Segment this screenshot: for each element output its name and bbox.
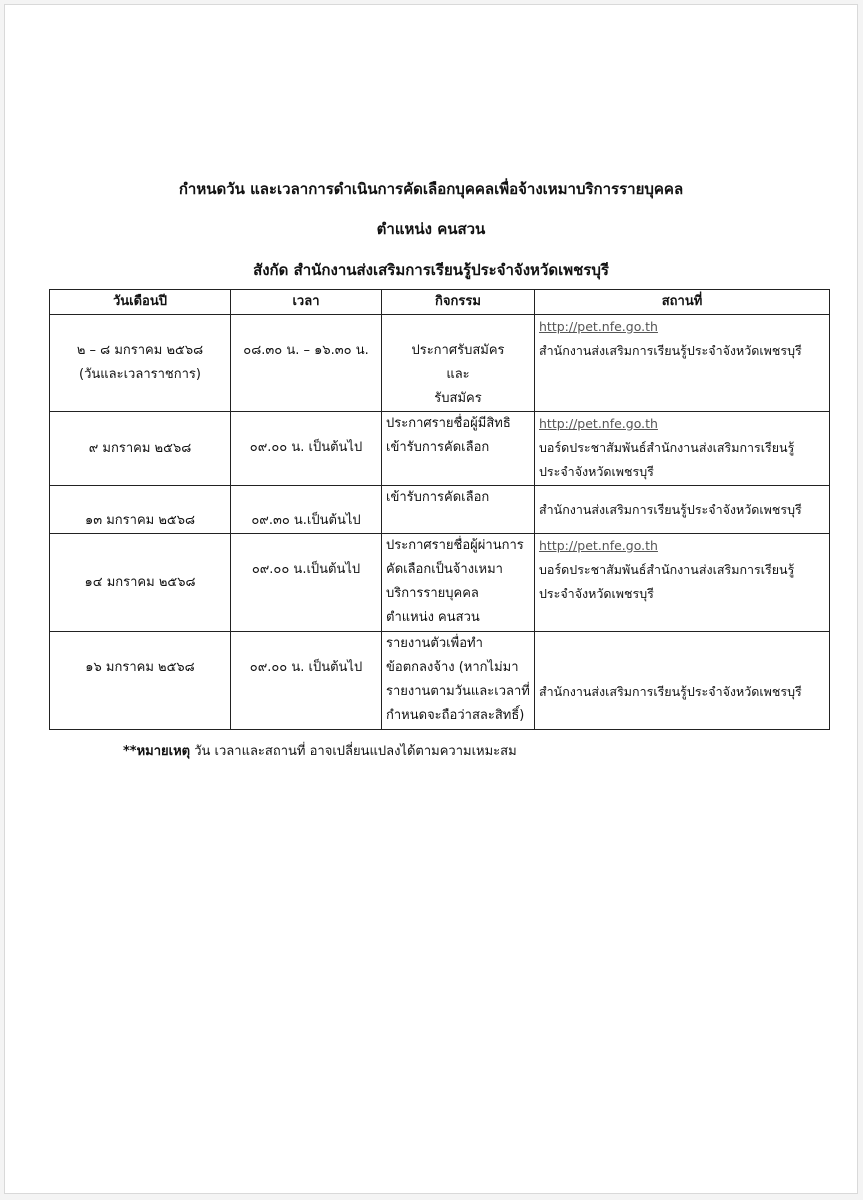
- activity-line: รับสมัคร: [434, 391, 482, 406]
- time-text: ๐๙.๓๐ น.เป็นต้นไป: [251, 513, 361, 528]
- activity-line: กำหนดจะถือว่าสละสิทธิ์): [386, 708, 525, 723]
- date-note: (วันและเวลาราชการ): [79, 367, 201, 382]
- time-text: ๐๘.๓๐ น. – ๑๖.๓๐ น.: [243, 343, 369, 358]
- activity-line: คัดเลือกเป็นจ้างเหมา: [386, 562, 503, 577]
- activity-line: ข้อตกลงจ้าง (หากไม่มา: [386, 660, 519, 675]
- date-cell: [50, 486, 231, 534]
- activity-cell: [382, 315, 535, 412]
- time-cell: [231, 315, 382, 412]
- place-line: สำนักงานส่งเสริมการเรียนรู้ประจำจังหวัดเพชรบุรี: [539, 502, 802, 517]
- time-cell: [231, 632, 382, 730]
- place-cell: [535, 534, 830, 632]
- affiliation-title: สังกัด สำนักงานส่งเสริมการเรียนรู้ประจำจังหวัดเพชรบุรี: [253, 261, 609, 279]
- time-cell: [231, 412, 382, 486]
- place-cell: [535, 412, 830, 486]
- activity-line: เข้ารับการคัดเลือก: [386, 490, 490, 505]
- table-header-row: [50, 290, 830, 315]
- footnote-label: **หมายเหตุ: [123, 744, 191, 759]
- header-time: เวลา: [231, 290, 382, 315]
- place-line: ประจำจังหวัดเพชรบุรี: [539, 464, 654, 479]
- place-line: ประจำจังหวัดเพชรบุรี: [539, 586, 654, 601]
- header-activity: กิจกรรม: [382, 290, 535, 315]
- date-text: ๑๖ มกราคม ๒๕๖๘: [85, 660, 195, 675]
- activity-line: และ: [446, 367, 470, 382]
- time-text: ๐๙.๐๐ น.เป็นต้นไป: [251, 562, 361, 577]
- document-title: กำหนดวัน และเวลาการดำเนินการคัดเลือกบุคคลเพื่อจ้างเหมาบริการรายบุคคล: [178, 180, 684, 198]
- position-title: ตำแหน่ง คนสวน: [376, 220, 486, 238]
- activity-line: ตำแหน่ง คนสวน: [386, 610, 480, 625]
- activity-cell: [382, 632, 535, 730]
- activity-cell: [382, 486, 535, 534]
- date-cell: [50, 315, 231, 412]
- activity-line: ประกาศรายชื่อผู้ผ่านการ: [386, 538, 524, 553]
- date-text: ๙ มกราคม ๒๕๖๘: [88, 440, 192, 456]
- place-line: สำนักงานส่งเสริมการเรียนรู้ประจำจังหวัดเพชรบุรี: [539, 343, 802, 358]
- document-page: [4, 4, 858, 1194]
- header-place: สถานที่: [535, 290, 830, 315]
- activity-line: ประกาศรับสมัคร: [411, 343, 505, 358]
- place-cell: [535, 315, 830, 412]
- place-cell: [535, 486, 830, 534]
- website-link[interactable]: http://pet.nfe.go.th: [539, 538, 658, 553]
- activity-line: รายงานตัวเพื่อทำ: [386, 636, 483, 651]
- footnote-text: วัน เวลาและสถานที่ อาจเปลี่ยนแปลงได้ตามความเหมะสม: [190, 744, 517, 759]
- date-cell: [50, 632, 231, 730]
- activity-cell: [382, 412, 535, 486]
- place-line: บอร์ดประชาสัมพันธ์สำนักงานส่งเสริมการเรียนรู้: [539, 440, 795, 455]
- place-cell: [535, 632, 830, 730]
- footnote: [123, 740, 517, 761]
- activity-line: ประกาศรายชื่อผู้มีสิทธิ: [386, 416, 511, 431]
- table-row: [50, 486, 830, 534]
- place-line: สำนักงานส่งเสริมการเรียนรู้ประจำจังหวัดเพชรบุรี: [539, 684, 802, 699]
- table-row: [50, 315, 830, 412]
- date-text: ๒ – ๘ มกราคม ๒๕๖๘: [76, 343, 204, 358]
- time-cell: [231, 486, 382, 534]
- website-link[interactable]: http://pet.nfe.go.th: [539, 319, 658, 334]
- activity-line: บริการรายบุคคล: [386, 586, 479, 601]
- activity-cell: [382, 534, 535, 632]
- schedule-table: [49, 289, 830, 730]
- time-cell: [231, 534, 382, 632]
- header-date: วันเดือนปี: [50, 290, 231, 315]
- place-line: บอร์ดประชาสัมพันธ์สำนักงานส่งเสริมการเรียนรู้: [539, 562, 795, 577]
- time-text: ๐๙.๐๐ น. เป็นต้นไป: [249, 440, 363, 455]
- website-link[interactable]: http://pet.nfe.go.th: [539, 416, 658, 431]
- table-row: [50, 412, 830, 486]
- activity-line: รายงานตามวันและเวลาที่: [386, 684, 530, 699]
- date-text: ๑๔ มกราคม ๒๕๖๘: [84, 574, 196, 590]
- date-text: ๑๓ มกราคม ๒๕๖๘: [84, 513, 196, 528]
- time-text: ๐๙.๐๐ น. เป็นต้นไป: [249, 660, 363, 675]
- date-cell: [50, 412, 231, 486]
- table-row: [50, 534, 830, 632]
- activity-line: เข้ารับการคัดเลือก: [386, 440, 490, 455]
- table-row: [50, 632, 830, 730]
- date-cell: [50, 534, 231, 632]
